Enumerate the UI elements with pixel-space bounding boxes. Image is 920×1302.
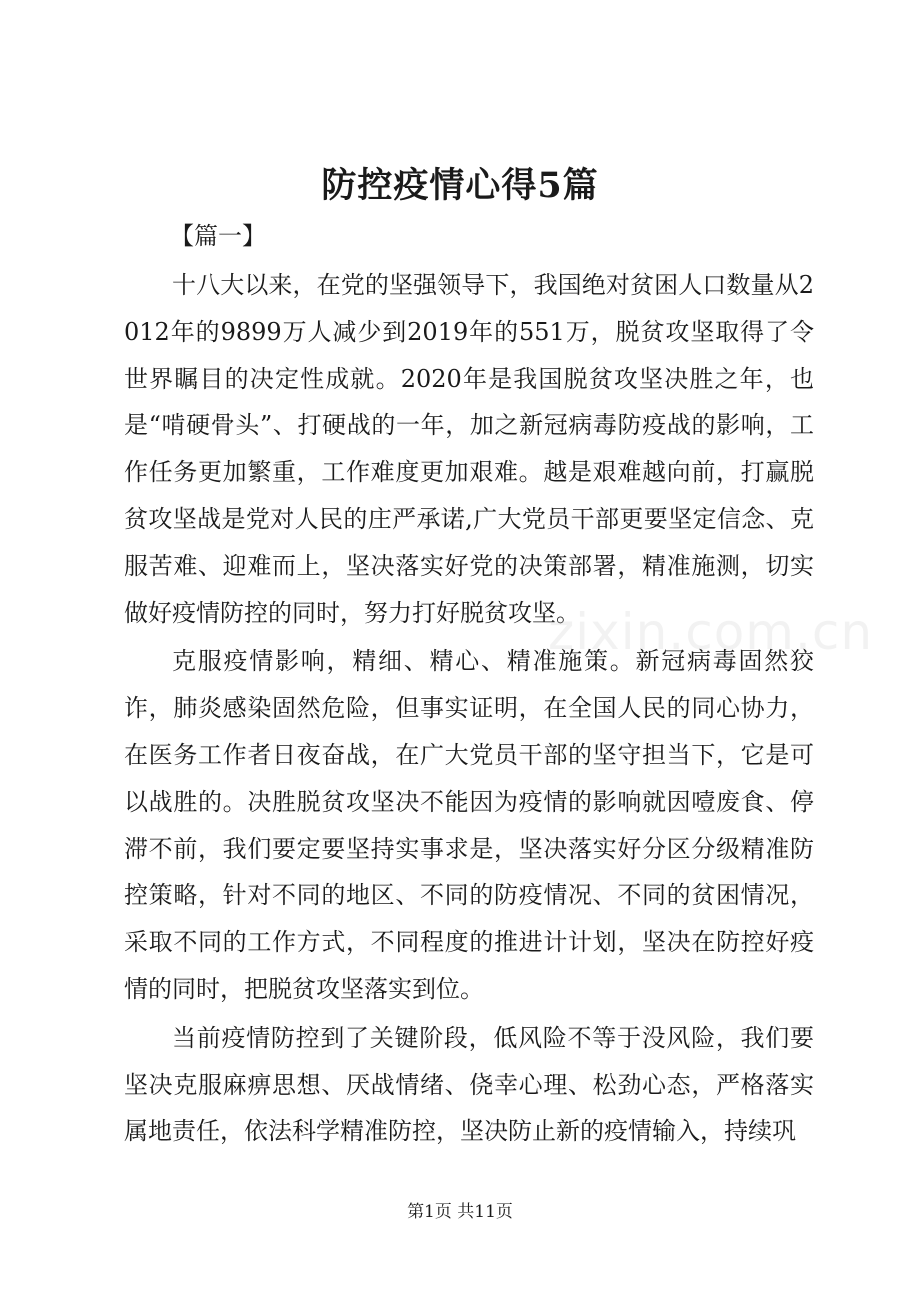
watermark: zixin.com.cn [548, 603, 874, 661]
page-footer: 第1页 共11页 [407, 1202, 513, 1222]
document-body [124, 262, 814, 1155]
paragraph-1: 十八大以来，在党的坚强领导下，我国绝对贫困人口数量从2012年的9899万人减少到2019年的551万，脱贫攻坚取得了令世界瞩目的决定性成就。2020年是我国脱贫攻坚决胜之年，也是“啃硬骨头”、打硬战的一年，加之新冠病毒防疫战的影响，工作任务更加繁重，工作难度更加艰难。越是艰难越向前，打赢脱贫攻坚战是党对人民的庄严承诺,广大党员干部更要坚定信念、克服苦难、迎难而上，坚决落实好党的决策部署，精准施测，切实做好疫情防控的同时，努力打好脱贫攻坚。 [124, 271, 814, 627]
section-label: 【篇一】 [170, 222, 266, 250]
document-title: 防控疫情心得5篇 [321, 165, 599, 206]
paragraph-2: 克服疫情影响，精细、精心、精准施策。新冠病毒固然狡诈，肺炎感染固然危险，但事实证明，在全国人民的同心协力，在医务工作者日夜奋战，在广大党员干部的坚守担当下，它是可以战胜的。决胜脱贫攻坚决不能因为疫情的影响就因噎废食、停滞不前，我们要定要坚持实事求是，坚决落实好分区分级精准防控策略，针对不同的地区、不同的防疫情况、不同的贫困情况，采取不同的工作方式，不同程度的推进计计划，坚决在防控好疫情的同时，把脱贫攻坚落实到位。 [124, 647, 814, 1003]
paragraph-3: 当前疫情防控到了关键阶段，低风险不等于没风险，我们要坚决克服麻痹思想、厌战情绪、侥幸心理、松劲心态，严格落实属地责任，依法科学精准防控，坚决防止新的疫情输入，持续巩 [124, 1023, 814, 1146]
